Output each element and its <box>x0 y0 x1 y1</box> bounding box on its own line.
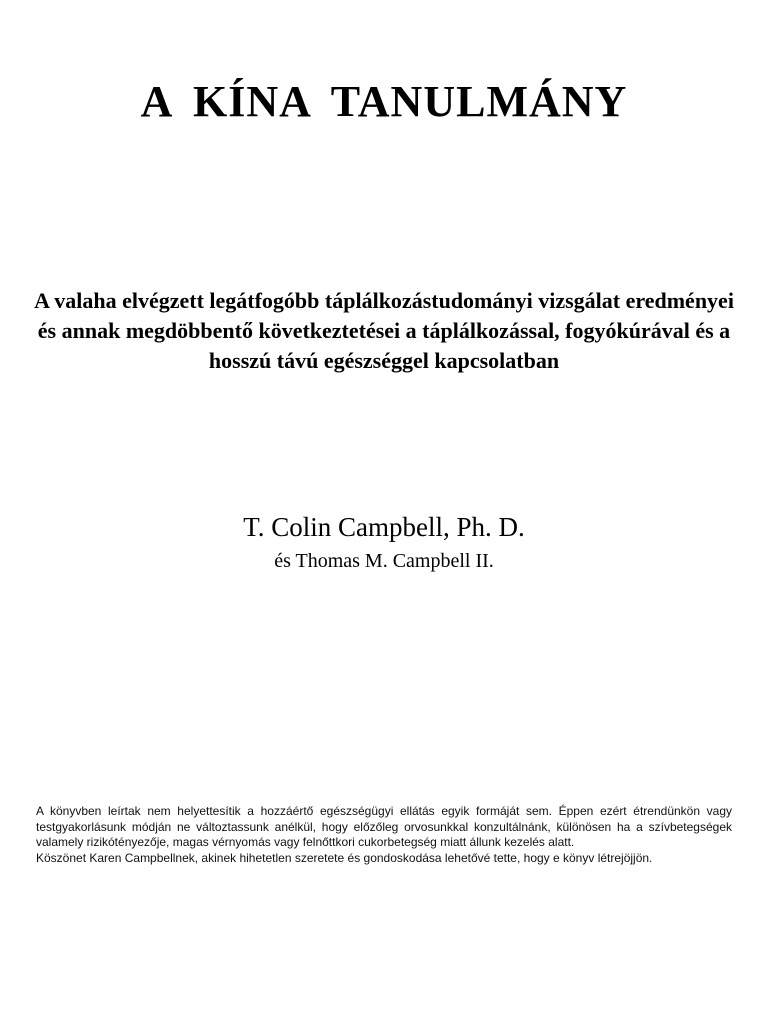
front-matter-notes <box>36 804 732 866</box>
acknowledgement-text: Köszönet Karen Campbellnek, akinek hihetetlen szeretete és gondoskodása lehetővé tette, hogy e könyv létrejöjjön. <box>36 850 653 865</box>
disclaimer-text: A könyvben leírtak nem helyettesítik a hozzáértő egészségügyi ellátás egyik formáját sem. Éppen ezért étrendünkön vagy testgyakorlásunk módján ne változtassunk anélkül, hogy előzőleg orvosunkkal konzultálnánk, különösen ha a szívbetegségek valamely rizikótényezője, magas vérnyomás vagy felnőttkori cukorbetegség miatt állunk kezelés alatt. <box>36 804 732 849</box>
book-title: A KÍNA TANULMÁNY <box>140 77 628 126</box>
book-subtitle: A valaha elvégzett legátfogóbb táplálkozástudományi vizsgálat eredményei és annak megdöbbentő következtetései a táplálkozással, fogyókúrával és a hosszú távú egészséggel kapcsolatban <box>34 288 734 373</box>
co-author: és Thomas M. Campbell II. <box>274 550 494 572</box>
primary-author: T. Colin Campbell, Ph. D. <box>243 512 525 542</box>
